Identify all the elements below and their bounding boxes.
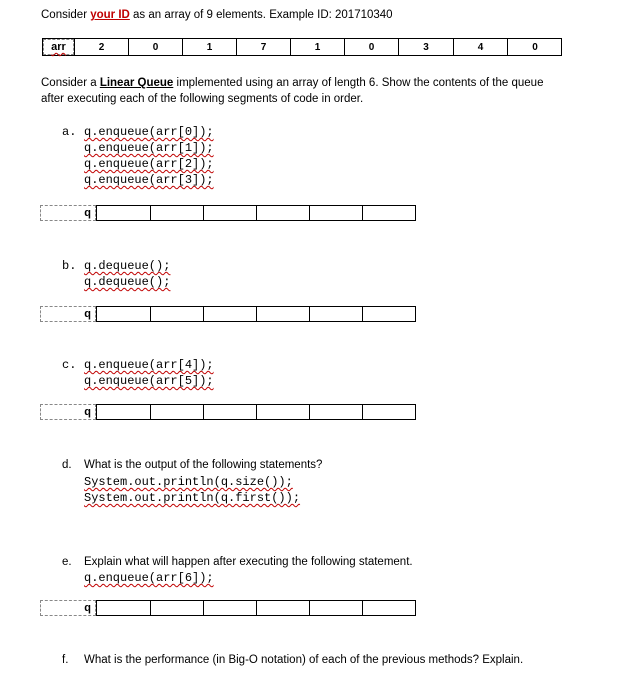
array-cell: 0 bbox=[344, 39, 398, 55]
array-cell: 2 bbox=[74, 39, 128, 55]
intro-line-2: after executing each of the following segments of code in order. bbox=[41, 93, 364, 105]
code-line: q.dequeue(); bbox=[84, 259, 171, 273]
array-cell: 0 bbox=[128, 39, 182, 55]
queue-cells bbox=[96, 306, 416, 322]
linear-queue-text: Linear Queue bbox=[99, 77, 174, 89]
header-text-pre: Consider bbox=[41, 9, 91, 21]
queue-a bbox=[40, 205, 416, 221]
code-line: q.enqueue(arr[2]); bbox=[84, 157, 214, 171]
queue-cells bbox=[96, 600, 416, 616]
your-id-text: your ID bbox=[90, 9, 130, 21]
queue-label: q bbox=[40, 306, 96, 322]
array-cell: 7 bbox=[236, 39, 290, 55]
code-line: q.enqueue(arr[3]); bbox=[84, 173, 214, 187]
part-e-question: Explain what will happen after executing the following statement. bbox=[84, 556, 413, 568]
queue-label: q bbox=[40, 205, 96, 221]
part-e-letter: e. bbox=[62, 556, 72, 568]
queue-e bbox=[40, 600, 416, 616]
array-cell: 3 bbox=[398, 39, 453, 55]
part-f-letter: f. bbox=[62, 654, 69, 666]
code-line: q.enqueue(arr[4]); bbox=[84, 358, 214, 372]
queue-label: q bbox=[40, 404, 96, 420]
part-d-letter: d. bbox=[62, 459, 72, 471]
queue-cells bbox=[96, 404, 416, 420]
array-label: arr bbox=[43, 39, 74, 55]
array-cell: 0 bbox=[507, 39, 562, 55]
code-line: q.dequeue(); bbox=[84, 275, 171, 289]
part-d-question: What is the output of the following statements? bbox=[84, 459, 323, 471]
code-line: q.enqueue(arr[0]); bbox=[84, 125, 214, 139]
part-c-letter: c. bbox=[62, 358, 77, 372]
queue-label: q bbox=[40, 600, 96, 616]
code-line: System.out.println(q.first()); bbox=[84, 491, 301, 505]
part-a-letter: a. bbox=[62, 125, 77, 139]
header-line bbox=[41, 8, 393, 23]
part-f-question: What is the performance (in Big-O notation) of each of the previous methods? Explain. bbox=[84, 654, 524, 666]
queue-cells bbox=[96, 205, 416, 221]
header-text-post: as an array of 9 elements. Example ID: 201710340 bbox=[129, 9, 393, 21]
array-row bbox=[42, 38, 562, 56]
queue-b bbox=[40, 306, 416, 322]
code-line: q.enqueue(arr[1]); bbox=[84, 141, 214, 155]
code-line: System.out.println(q.size()); bbox=[84, 475, 293, 489]
array-cell: 1 bbox=[290, 39, 344, 55]
part-b-letter: b. bbox=[62, 259, 77, 273]
array-cell: 1 bbox=[182, 39, 236, 55]
code-line: q.enqueue(arr[6]); bbox=[84, 571, 214, 585]
code-line: q.enqueue(arr[5]); bbox=[84, 374, 214, 388]
queue-c bbox=[40, 404, 416, 420]
intro-line-1: Consider a Linear Queue implemented using an array of length 6. Show the contents of the queue bbox=[41, 77, 544, 89]
array-cell: 4 bbox=[453, 39, 507, 55]
